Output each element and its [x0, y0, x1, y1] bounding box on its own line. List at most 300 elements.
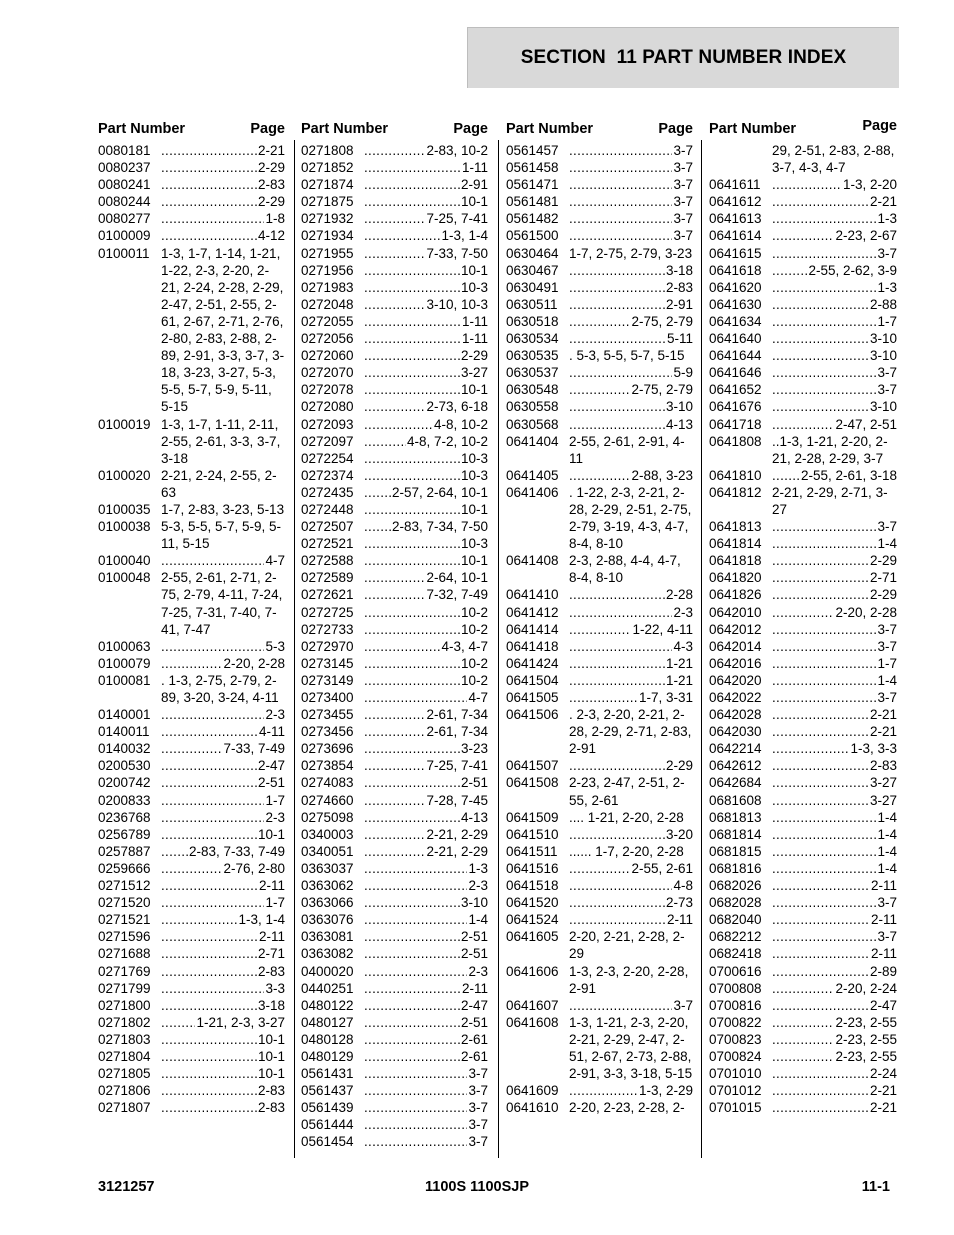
- index-row: [98, 176, 285, 193]
- page-references: [364, 604, 488, 621]
- dot-leader: [772, 262, 807, 279]
- page-value: 10-3: [460, 536, 488, 552]
- footer-document-number: 3121257: [98, 1179, 155, 1195]
- index-row: [301, 193, 488, 210]
- part-number-heading: Part Number: [506, 121, 594, 137]
- index-row: [98, 193, 285, 210]
- page-references: [364, 347, 488, 364]
- dot-leader: [364, 142, 425, 159]
- page-references: [772, 1031, 897, 1048]
- part-number: 0641508: [506, 775, 559, 791]
- dot-leader: [772, 210, 876, 227]
- dot-leader: [569, 159, 672, 176]
- page-value: 3-7: [468, 1083, 488, 1099]
- dot-leader: [161, 1065, 257, 1082]
- dot-leader: [772, 535, 876, 552]
- index-row: [506, 176, 693, 193]
- page-references: [772, 296, 897, 313]
- page-references: [569, 245, 693, 262]
- part-number: 0641516: [506, 860, 559, 876]
- part-number: 0641620: [709, 279, 762, 295]
- part-number: 0700822: [709, 1014, 762, 1030]
- page-references: [772, 655, 897, 672]
- dot-leader: [772, 1082, 869, 1099]
- index-row: [709, 467, 897, 484]
- page-value: 2-21: [869, 194, 897, 210]
- index-row: [506, 210, 693, 227]
- index-row: [301, 706, 488, 723]
- index-row: [709, 330, 897, 347]
- index-row: [301, 826, 488, 843]
- page-references: [364, 467, 488, 484]
- index-row: [709, 227, 897, 244]
- part-number: 0272093: [301, 416, 354, 432]
- part-number: 0272507: [301, 519, 354, 535]
- dot-leader: [364, 330, 461, 347]
- index-row: [301, 911, 488, 928]
- index-row: [301, 877, 488, 894]
- index-row: [506, 1082, 693, 1099]
- page-references: [569, 159, 693, 176]
- index-row: [709, 416, 897, 433]
- index-row: [98, 963, 285, 980]
- part-number: 0273400: [301, 690, 354, 705]
- page-references: [569, 621, 693, 638]
- page-value: 2-21, 2-29: [426, 826, 488, 842]
- dot-leader: [161, 997, 257, 1014]
- page-value: 3-7: [877, 929, 897, 945]
- part-number: 0641646: [709, 365, 762, 381]
- dot-leader: [569, 604, 672, 621]
- part-number: 0200530: [98, 758, 151, 774]
- part-number: 0641610: [506, 1100, 559, 1116]
- page-value: 7-28, 7-45: [426, 792, 488, 808]
- dot-leader: [772, 621, 876, 638]
- page-references: [161, 159, 285, 176]
- index-row: [709, 877, 897, 894]
- part-number: 0630568: [506, 416, 559, 432]
- dot-leader: [364, 809, 460, 826]
- part-number: 0100081: [98, 672, 151, 688]
- dot-leader: [161, 860, 222, 877]
- page-references: [364, 245, 488, 262]
- page-value: 2-21, 2-24, 2-55, 2-63: [161, 467, 277, 500]
- index-rows: [301, 142, 488, 1151]
- part-number: 0641611: [709, 177, 761, 193]
- part-number: 0641634: [709, 313, 762, 329]
- part-number: 0400020: [301, 963, 354, 979]
- dot-leader: [364, 245, 425, 262]
- page-value: 1-4: [877, 809, 897, 825]
- page-references: [569, 416, 693, 433]
- page-value: 2-23, 2-67: [835, 228, 897, 244]
- index-row: [709, 279, 897, 296]
- part-number: 0271803: [98, 1031, 151, 1047]
- index-row: [506, 894, 693, 911]
- part-number: 0641814: [709, 536, 762, 552]
- page-references: [569, 433, 693, 467]
- page-value: 1-4: [877, 672, 897, 688]
- page-value: 2-83, 7-33, 7-49: [188, 843, 285, 859]
- page-references: [364, 330, 488, 347]
- dot-leader: [161, 159, 257, 176]
- page-references: [161, 655, 285, 672]
- dot-leader: [364, 467, 460, 484]
- page-value: 2-51: [460, 775, 488, 791]
- dot-leader: [772, 569, 869, 586]
- index-row: [301, 518, 488, 535]
- index-row: [709, 757, 897, 774]
- part-number: 0641405: [506, 467, 559, 483]
- dot-leader: [364, 296, 425, 313]
- part-number: 0273456: [301, 724, 354, 740]
- index-row: [98, 518, 285, 552]
- dot-leader: [569, 210, 672, 227]
- page-references: [364, 433, 488, 450]
- index-row: [301, 604, 488, 621]
- page-references: [161, 980, 285, 997]
- index-row: [98, 210, 285, 227]
- part-number: 0641608: [506, 1014, 559, 1030]
- page-value: 2-55, 2-62, 3-9: [808, 262, 897, 278]
- page-value: ..1-3, 1-21, 2-20, 2-21, 2-28, 2-29, 3-7: [772, 433, 888, 466]
- part-number: 0480128: [301, 1031, 354, 1047]
- page-references: [364, 894, 488, 911]
- page-value: 2-23, 2-55: [835, 1031, 897, 1047]
- index-row: [506, 381, 693, 398]
- page-value: 3-23: [460, 741, 488, 757]
- dot-leader: [364, 997, 460, 1014]
- page-value: 2-83: [257, 177, 285, 193]
- page-references: [161, 757, 285, 774]
- page-references: [364, 1133, 488, 1150]
- page-references: [569, 877, 693, 894]
- page-references: [364, 159, 488, 176]
- dot-leader: [569, 638, 672, 655]
- index-row: [301, 638, 488, 655]
- page-value: 2-88, 3-23: [631, 467, 693, 483]
- page-value: 2-75, 2-79: [631, 382, 693, 398]
- part-number: 0682418: [709, 946, 762, 962]
- part-number: 0700616: [709, 963, 762, 979]
- index-row: [301, 792, 488, 809]
- page-value: 1-3: [877, 279, 897, 295]
- page-references: [772, 1082, 897, 1099]
- page-value: 2-11: [461, 980, 488, 996]
- index-row: [98, 501, 285, 518]
- index-row: [506, 262, 693, 279]
- page-references: [364, 535, 488, 552]
- page-references: [364, 911, 488, 928]
- index-row: [301, 142, 488, 159]
- part-number: 0642030: [709, 724, 762, 740]
- part-number: 0271806: [98, 1083, 151, 1099]
- page-value: 3-10: [869, 399, 897, 415]
- index-row: [506, 159, 693, 176]
- column-header: [301, 118, 488, 142]
- page-value: 2-21, 2-29: [426, 843, 488, 859]
- dot-leader: [161, 774, 257, 791]
- index-row: [98, 1099, 285, 1116]
- part-number: 0642028: [709, 707, 762, 723]
- part-number: 0641618: [709, 262, 762, 278]
- page-value: 2-71: [869, 570, 897, 586]
- page-value: 3-7: [673, 228, 693, 244]
- page-value: 2-29: [460, 348, 488, 364]
- part-number: 0273145: [301, 655, 354, 671]
- dot-leader: [364, 843, 425, 860]
- index-row: [301, 689, 488, 706]
- page-references: [569, 227, 693, 244]
- dot-leader: [364, 262, 460, 279]
- page-references: [364, 398, 488, 415]
- part-number: 0641414: [506, 621, 559, 637]
- dot-leader: [772, 330, 869, 347]
- page-references: [772, 638, 897, 655]
- page-references: [161, 894, 285, 911]
- page-references: [772, 706, 897, 723]
- page-references: [772, 843, 897, 860]
- page-value: 10-1: [460, 501, 488, 517]
- index-row: [301, 450, 488, 467]
- part-number: 0140032: [98, 741, 151, 757]
- index-row: [709, 193, 897, 210]
- part-number: 0642020: [709, 672, 762, 688]
- dot-leader: [161, 843, 188, 860]
- page-references: [569, 1014, 693, 1082]
- page-value: 2-61, 7-34: [426, 724, 488, 740]
- page-value: 7-25, 7-41: [426, 758, 488, 774]
- dot-leader: [772, 706, 869, 723]
- page-references: [161, 552, 285, 569]
- page-value: 2-29: [869, 587, 897, 603]
- dot-leader: [772, 792, 869, 809]
- part-number: 0641810: [709, 467, 762, 483]
- page-references: [161, 210, 285, 227]
- index-row: [301, 672, 488, 689]
- index-row: [301, 210, 488, 227]
- dot-leader: [364, 586, 425, 603]
- part-number: 0561481: [506, 194, 559, 210]
- part-number: 0641518: [506, 878, 559, 894]
- page-references: [569, 279, 693, 296]
- page-value: 3-3: [265, 980, 285, 996]
- part-number: 0363081: [301, 929, 354, 945]
- index-row: [709, 262, 897, 279]
- part-number: 0641510: [506, 826, 559, 842]
- part-number: 0363037: [301, 860, 354, 876]
- dot-leader: [364, 279, 460, 296]
- page-references: [161, 997, 285, 1014]
- page-references: [161, 860, 285, 877]
- dot-leader: [364, 535, 460, 552]
- page-references: [161, 227, 285, 244]
- part-number: 0641505: [506, 690, 559, 705]
- part-number: 0681608: [709, 792, 762, 808]
- index-row: [506, 757, 693, 774]
- footer-model: 1100S 1100SJP: [424, 1179, 530, 1195]
- page-references: [772, 364, 897, 381]
- page-references: [161, 1065, 285, 1082]
- page-references: [364, 997, 488, 1014]
- index-row: [506, 963, 693, 997]
- page-value: 1-7, 3-31: [638, 690, 693, 705]
- page-value: 3-7: [673, 177, 693, 193]
- page-value: 2-3: [468, 963, 488, 979]
- page-references: [161, 1082, 285, 1099]
- index-row: [709, 552, 897, 569]
- part-number: 0682040: [709, 912, 762, 928]
- index-row: [301, 1014, 488, 1031]
- dot-leader: [161, 1099, 257, 1116]
- page-value: 2-71: [257, 946, 285, 962]
- part-number: 0271932: [301, 211, 354, 227]
- page-value: 2-23, 2-55: [835, 1048, 897, 1064]
- part-number: 0271521: [98, 912, 151, 928]
- page-references: [364, 945, 488, 962]
- page-references: [772, 723, 897, 740]
- page-value: 2-20, 2-28: [223, 655, 285, 671]
- page-references: [569, 262, 693, 279]
- index-row: [709, 313, 897, 330]
- page-references: [772, 210, 897, 227]
- part-number: 0363082: [301, 946, 354, 962]
- index-row: [98, 1082, 285, 1099]
- page-references: [364, 484, 488, 501]
- part-number: 0630548: [506, 382, 559, 398]
- page-value: 2-51: [460, 1014, 488, 1030]
- index-row: [506, 860, 693, 877]
- part-number: 0274660: [301, 792, 354, 808]
- column-divider: [294, 140, 295, 1158]
- index-row: [301, 1099, 488, 1116]
- part-number: 0561444: [301, 1117, 354, 1133]
- page-references: [772, 193, 897, 210]
- page-value: 10-2: [460, 672, 488, 688]
- page-value: 10-1: [257, 1048, 285, 1064]
- index-row: [301, 928, 488, 945]
- dot-leader: [364, 552, 460, 569]
- dot-leader: [161, 210, 264, 227]
- index-row: [301, 364, 488, 381]
- part-number: 0561482: [506, 211, 559, 227]
- part-number: 0080241: [98, 177, 151, 193]
- page-references: [772, 928, 897, 945]
- dot-leader: [364, 963, 467, 980]
- part-number: 0271512: [98, 878, 151, 894]
- part-number: 0641615: [709, 245, 762, 261]
- index-row: [709, 1031, 897, 1048]
- page-value: 2-83, 7-34, 7-50: [391, 519, 488, 535]
- dot-leader: [772, 296, 869, 313]
- dot-leader: [772, 740, 849, 757]
- dot-leader: [569, 826, 665, 843]
- page-value: 2-23, 2-55: [835, 1014, 897, 1030]
- dot-leader: [364, 877, 467, 894]
- page-references: [772, 774, 897, 791]
- page-value: 5-3: [265, 638, 285, 654]
- index-row: [301, 586, 488, 603]
- dot-leader: [569, 176, 672, 193]
- page-references: [364, 416, 488, 433]
- part-number: 0700808: [709, 980, 762, 996]
- page-value: 10-2: [460, 655, 488, 671]
- part-number: 0272725: [301, 604, 354, 620]
- index-row: [709, 604, 897, 621]
- page-references: [772, 604, 897, 621]
- page-references: [772, 176, 897, 193]
- page-references: [161, 706, 285, 723]
- page-value: 4-13: [460, 809, 488, 825]
- page-value: 3-7: [673, 211, 693, 227]
- page-value: 3-7: [877, 365, 897, 381]
- page-references: [161, 501, 285, 518]
- page-value: 10-1: [460, 382, 488, 398]
- page-value: 1-4: [877, 860, 897, 876]
- index-row: [98, 740, 285, 757]
- dot-leader: [772, 894, 876, 911]
- part-number: 0641412: [506, 604, 559, 620]
- part-number: 0561431: [301, 1066, 354, 1082]
- part-number: 0273854: [301, 758, 354, 774]
- dot-leader: [161, 826, 257, 843]
- part-number: 0273696: [301, 741, 354, 757]
- page-references: [569, 672, 693, 689]
- page-value: 2-61: [460, 1048, 488, 1064]
- page-references: [772, 1099, 897, 1116]
- index-row: [709, 1082, 897, 1099]
- dot-leader: [772, 313, 876, 330]
- part-number: 0641520: [506, 895, 559, 911]
- page-value: 3-18: [665, 262, 693, 278]
- page-value: 2-21: [869, 724, 897, 740]
- part-number: 0273149: [301, 672, 354, 688]
- page-references: [161, 467, 285, 501]
- part-number: 0271804: [98, 1048, 151, 1064]
- dot-leader: [364, 706, 425, 723]
- dot-leader: [364, 159, 461, 176]
- dot-leader: [364, 638, 440, 655]
- page-references: [364, 792, 488, 809]
- index-rows: [98, 142, 285, 1116]
- page-value: 3-27: [460, 365, 488, 381]
- page-references: [364, 1031, 488, 1048]
- dot-leader: [772, 774, 869, 791]
- part-number: 0272254: [301, 450, 354, 466]
- page-references: [772, 621, 897, 638]
- part-number: 0641406: [506, 484, 559, 500]
- page-value: 2-29: [257, 160, 285, 176]
- page-references: [772, 313, 897, 330]
- part-number: 0272374: [301, 467, 354, 483]
- index-row: [506, 1099, 693, 1116]
- index-row: [506, 467, 693, 484]
- dot-leader: [161, 552, 264, 569]
- page-references: [569, 928, 693, 962]
- dot-leader: [772, 860, 876, 877]
- index-row: [709, 655, 897, 672]
- index-row: [709, 1065, 897, 1082]
- part-number: 0140001: [98, 707, 151, 723]
- page-references: [364, 501, 488, 518]
- dot-leader: [569, 877, 672, 894]
- index-row: [301, 330, 488, 347]
- index-row: [301, 809, 488, 826]
- part-number: 0271875: [301, 194, 354, 210]
- part-number: 0641605: [506, 929, 559, 945]
- index-row: [506, 826, 693, 843]
- index-row: [709, 997, 897, 1014]
